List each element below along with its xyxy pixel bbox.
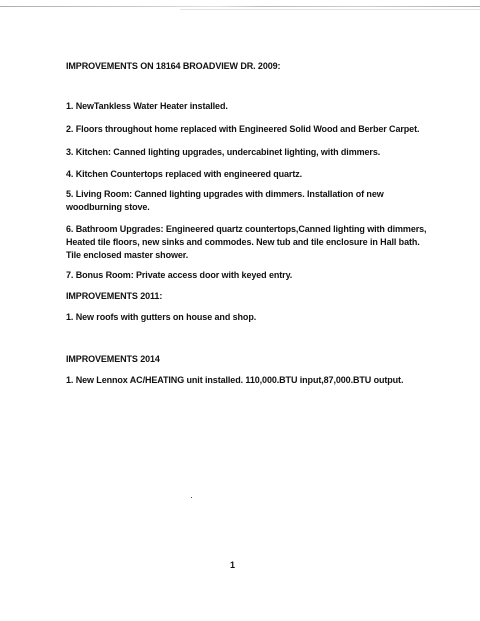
heading-2014: IMPROVEMENTS 2014 <box>66 354 160 364</box>
item-2009-5-line-1: 5. Living Room: Canned lighting upgrades with dimmers. Installation of new <box>66 189 384 199</box>
item-2009-5-line-2: woodburning stove. <box>66 202 150 212</box>
item-2009-6-line-3: Tile enclosed master shower. <box>66 250 189 260</box>
item-2009-2: 2. Floors throughout home replaced with Engineered Solid Wood and Berber Carpet. <box>66 124 420 134</box>
item-2009-7: 7. Bonus Room: Private access door with keyed entry. <box>66 270 293 280</box>
item-2009-3: 3. Kitchen: Canned lighting upgrades, undercabinet lighting, with dimmers. <box>66 147 381 157</box>
scan-artifact-line-secondary <box>180 9 480 10</box>
scan-artifact-line <box>0 6 480 7</box>
item-2009-6-line-1: 6. Bathroom Upgrades: Engineered quartz countertops,Canned lighting with dimmers, <box>66 224 427 234</box>
item-2009-6-line-2: Heated tile floors, new sinks and commodes. New tub and tile enclosure in Hall bath. <box>66 237 420 247</box>
heading-2011: IMPROVEMENTS 2011: <box>66 291 163 301</box>
item-2009-1: 1. NewTankless Water Heater installed. <box>66 101 228 111</box>
document-title: IMPROVEMENTS ON 18164 BROADVIEW DR. 2009: <box>66 61 281 71</box>
item-2014-1: 1. New Lennox AC/HEATING unit installed. 110,000.BTU input,87,000.BTU output. <box>66 375 404 385</box>
scan-speck <box>191 497 192 498</box>
item-2011-1: 1. New roofs with gutters on house and shop. <box>66 312 257 322</box>
item-2009-4: 4. Kitchen Countertops replaced with engineered quartz. <box>66 169 303 179</box>
page-number: 1 <box>230 560 236 570</box>
